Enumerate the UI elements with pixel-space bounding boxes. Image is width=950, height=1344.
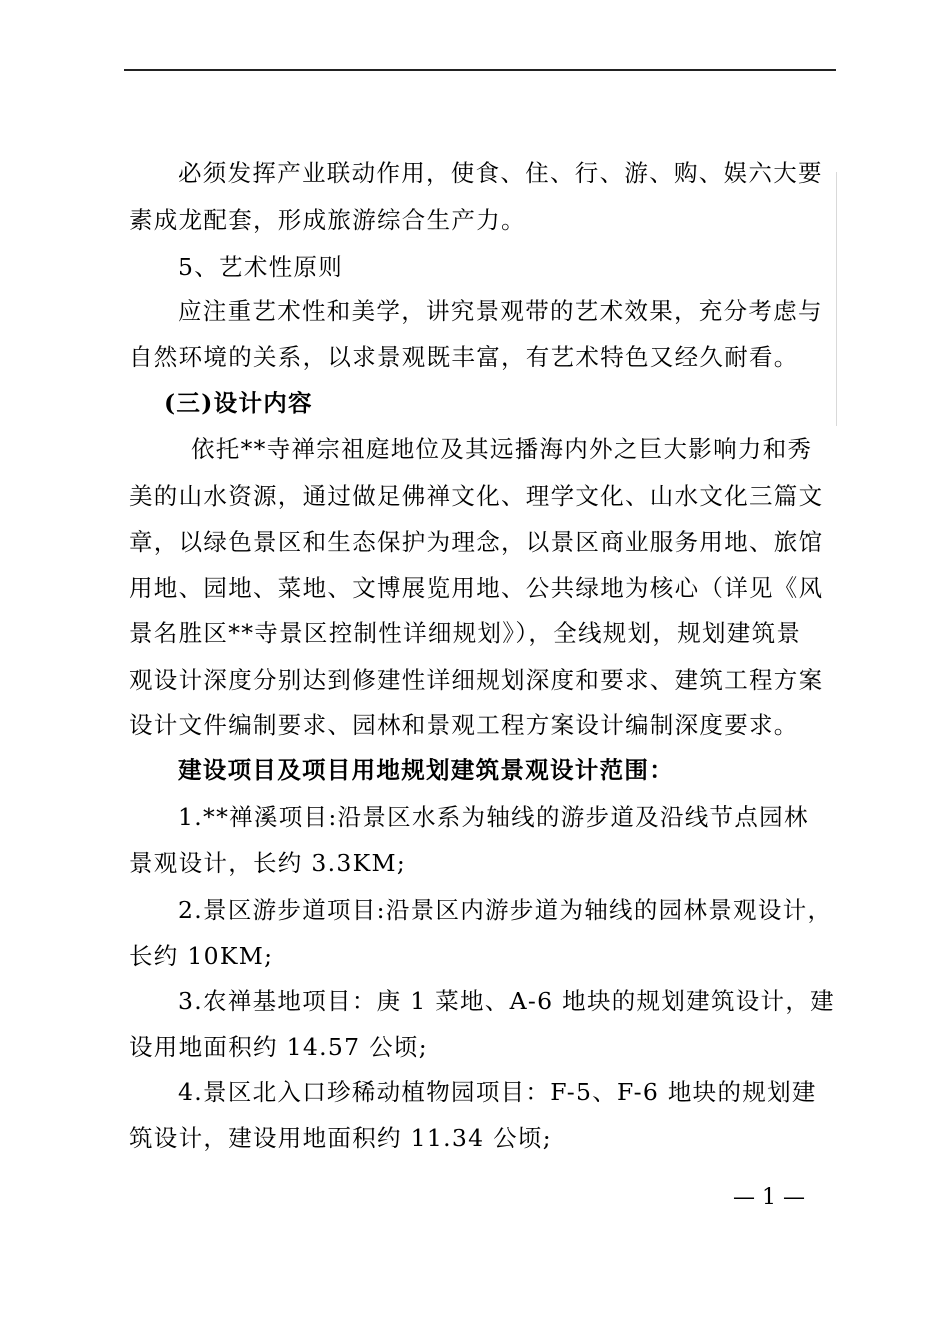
list-item-line: 景观设计，长约 3.3KM; — [129, 849, 407, 877]
paragraph-line: 素成龙配套，形成旅游综合生产力。 — [129, 206, 526, 234]
section-heading: (三)设计内容 — [164, 389, 313, 417]
paragraph-line: 设计文件编制要求、园林和景观工程方案设计编制深度要求。 — [129, 711, 799, 739]
paragraph-line: 应注重艺术性和美学，讲究景观带的艺术效果，充分考虑与 — [178, 297, 823, 325]
paragraph-line: 用地、园地、菜地、文博展览用地、公共绿地为核心（详见《风 — [129, 574, 824, 602]
paragraph-line: 依托**寺禅宗祖庭地位及其远播海内外之巨大影响力和秀 — [191, 435, 813, 463]
margin-rule — [836, 172, 837, 426]
paragraph-line: 必须发挥产业联动作用，使食、住、行、游、购、娱六大要 — [178, 159, 823, 187]
page-number: — 1 — — [733, 1185, 805, 1210]
list-item-line: 设用地面积约 14.57 公顷; — [129, 1033, 428, 1061]
list-item-line: 4.景区北入口珍稀动植物园项目：F-5、F-6 地块的规划建 — [178, 1078, 817, 1106]
section-heading: 5、艺术性原则 — [178, 253, 344, 281]
list-item-line: 2.景区游步道项目:沿景区内游步道为轴线的园林景观设计， — [178, 896, 833, 924]
list-item-line: 3.农禅基地项目：庚 1 菜地、A-6 地块的规划建筑设计，建 — [178, 987, 835, 1015]
list-item-line: 1.**禅溪项目:沿景区水系为轴线的游步道及沿线节点园林 — [178, 803, 809, 831]
paragraph-line: 美的山水资源，通过做足佛禅文化、理学文化、山水文化三篇文 — [129, 482, 824, 510]
paragraph-line: 章，以绿色景区和生态保护为理念，以景区商业服务用地、旅馆 — [129, 528, 824, 556]
header-rule — [124, 69, 836, 71]
scope-heading: 建设项目及项目用地规划建筑景观设计范围： — [178, 756, 674, 784]
list-item-line: 长约 10KM; — [129, 942, 274, 970]
paragraph-line: 景名胜区**寺景区控制性详细规划》），全线规划，规划建筑景 — [129, 619, 802, 647]
paragraph-line: 自然环境的关系，以求景观既丰富，有艺术特色又经久耐看。 — [129, 343, 799, 371]
list-item-line: 筑设计，建设用地面积约 11.34 公顷; — [129, 1124, 552, 1152]
paragraph-line: 观设计深度分别达到修建性详细规划深度和要求、建筑工程方案 — [129, 666, 824, 694]
